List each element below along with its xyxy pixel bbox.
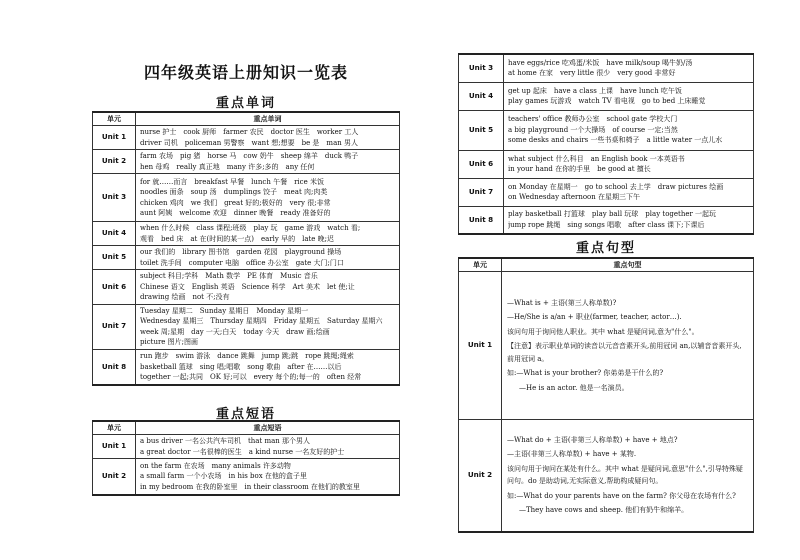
content-line: teachers' office 教师办公室 school gate 学校大门 — [508, 115, 678, 124]
unit-label: Unit 2 — [93, 150, 136, 174]
unit-content — [136, 304, 400, 349]
phrases-table-body — [93, 435, 400, 495]
content-line: aunt 阿姨 welcome 欢迎 dinner 晚餐 ready 准备好的 — [140, 209, 331, 217]
content-line: together 一起;共同 OK 好;可以 every 每个的;每一的 often 经常 — [140, 373, 362, 381]
content-line: drawing 绘画 not 不;没有 — [140, 293, 230, 301]
table-row — [93, 349, 400, 385]
unit-content — [136, 126, 400, 150]
content-line: get up 起床 have a class 上课 have lunch 吃午饭 — [508, 86, 682, 95]
content-line: a big playground 一个大操场 of course 一定;当然 — [508, 125, 678, 134]
content-line: our 我们的 library 图书馆 garden 花园 playground 操场 — [140, 248, 342, 256]
content-line: at home 在家 very little 很少 very good 非常好 — [508, 69, 676, 78]
content-line: on the farm 在农场 many animals 许多动物 — [140, 461, 291, 470]
phrases-heading: 重点短语 — [215, 407, 276, 422]
unit-content — [136, 459, 400, 495]
unit-content — [504, 54, 754, 82]
table-row — [459, 82, 754, 110]
content-line: Chinese 语文 English 英语 Science 科学 Art 美术 let 使;让 — [140, 282, 355, 291]
phrases-table-part2 — [458, 53, 754, 235]
unit-content — [136, 222, 400, 246]
unit-label: Unit 8 — [93, 349, 136, 385]
unit-label: Unit 2 — [93, 459, 136, 495]
table-row — [93, 270, 400, 305]
unit-content — [136, 150, 400, 174]
content-line: 该问句用于询问在某处有什么。其中 what 是疑问词,意思"什么",引导特殊疑问句。do 是助动词,无实际意义,帮助构成疑问句。 — [507, 464, 743, 486]
content-line: picture 图片;图画 — [140, 338, 199, 346]
content-line: Wednesday 星期三 Thursday 星期四 Friday 星期五 Saturday 星期六 — [140, 317, 383, 325]
content-line: run 跑步 swim 游泳 dance 跳舞 jump 跳;跳 rope 跳绳;绳索 — [140, 352, 354, 360]
unit-content — [136, 246, 400, 270]
sentences-table-body — [459, 272, 754, 532]
content-line: driver 司机 policeman 男警察 want 想;想要 be 是 man 男人 — [140, 138, 358, 147]
content-line: have eggs/rice 吃鸡蛋/米饭 have milk/soup 喝牛奶/汤 — [508, 58, 693, 67]
table-row — [93, 150, 400, 174]
unit-label: Unit 6 — [459, 150, 504, 178]
content-line: 该问句用于询问他人职业。其中 what 是疑问词,意为"什么"。 — [507, 327, 699, 336]
table-row — [459, 272, 754, 420]
table-row — [459, 178, 754, 206]
unit-content — [136, 174, 400, 222]
content-line: on Wednesday afternoon 在星期三下午 — [508, 193, 641, 201]
content-line: toilet 洗手间 computer 电脑 office 办公室 gate 大门;门口 — [140, 258, 344, 267]
unit-column-header: 单元 — [93, 421, 136, 435]
vocab-heading: 重点单词 — [215, 96, 276, 111]
content-line: a small farm 一个小农场 in his box 在他的盒子里 — [140, 472, 307, 480]
unit-label: Unit 7 — [93, 304, 136, 349]
content-line: —He is an actor. 他是一名演员。 — [519, 383, 629, 392]
unit-content — [136, 349, 400, 385]
phrases-table-body-continued — [459, 54, 754, 234]
table-row — [93, 246, 400, 270]
unit-column-header: 单元 — [459, 258, 502, 272]
table-row — [459, 54, 754, 82]
table-row — [459, 206, 754, 234]
unit-label: Unit 5 — [459, 110, 504, 150]
table-header-row — [459, 258, 754, 272]
document-title: 四年级英语上册知识一览表 — [143, 63, 348, 82]
content-line: 如:—What do your parents have on the farm? 你父母在农场有什么? — [507, 491, 736, 500]
content-line: what subject 什么科目 an English book 一本英语书 — [508, 154, 685, 163]
content-column-header: 重点单词 — [136, 112, 400, 126]
unit-label: Unit 3 — [459, 54, 504, 82]
unit-column-header: 单元 — [93, 112, 136, 126]
unit-label: Unit 4 — [459, 82, 504, 110]
phrases-table-part1 — [92, 420, 400, 496]
content-line: 观看 bed 床 at 在(时间的某一点) early 早的 late 晚;迟 — [140, 234, 335, 243]
content-line: chicken 鸡肉 we 我们 great 好的;极好的 very 很;非常 — [140, 198, 331, 207]
content-column-header: 重点句型 — [502, 258, 754, 272]
content-line: —What do + 主语(非第三人称单数) + have + 地点? — [507, 435, 678, 444]
table-row — [459, 110, 754, 150]
table-row — [459, 150, 754, 178]
unit-content — [504, 82, 754, 110]
content-line: hen 母鸡 really 真正地 many 许多;多的 any 任何 — [140, 162, 315, 171]
content-line: farm 农场 pig 猪 horse 马 cow 奶牛 sheep 绵羊 duck 鸭子 — [140, 152, 359, 160]
unit-content — [504, 110, 754, 150]
content-line: 【注意】表示职业单词的读音以元音音素开头,前用冠词 an,以辅音音素开头,前用冠词 a。 — [507, 342, 742, 363]
content-line: —They have cows and sheep. 他们有奶牛和绵羊。 — [519, 506, 689, 515]
unit-label: Unit 6 — [93, 270, 136, 305]
table-header-row — [93, 112, 400, 126]
content-line: a great doctor 一名很棒的医生 a kind nurse 一名友好的护士 — [140, 447, 345, 456]
table-header-row — [93, 421, 400, 435]
content-line: in my bedroom 在我的卧室里 in their classroom 在他们的教室里 — [140, 482, 360, 491]
content-line: Tuesday 星期二 Sunday 星期日 Monday 星期一 — [140, 306, 309, 315]
content-line: nurse 护士 cook 厨师 farmer 农民 doctor 医生 worker 工人 — [140, 128, 359, 136]
unit-content — [136, 270, 400, 305]
table-row — [459, 420, 754, 532]
content-line: in your hand 在你的手里 be good at 擅长 — [508, 165, 651, 173]
unit-label: Unit 2 — [459, 420, 502, 532]
content-line: on Monday 在星期一 go to school 去上学 draw pictures 绘画 — [508, 182, 724, 191]
unit-label: Unit 1 — [93, 126, 136, 150]
content-line: noodles 面条 soup 汤 dumplings 饺子 meat 肉;肉类 — [140, 188, 328, 196]
unit-content — [504, 178, 754, 206]
table-row — [93, 126, 400, 150]
content-line: —What is + 主语(第三人称单数)? — [507, 298, 617, 307]
table-row — [93, 222, 400, 246]
unit-label: Unit 5 — [93, 246, 136, 270]
content-line: basketball 篮球 sing 唱;唱歌 song 歌曲 after 在……以后 — [140, 362, 342, 371]
content-line: week 周;星期 day 一天;白天 today 今天 draw 画;绘画 — [140, 327, 330, 336]
sentences-heading: 重点句型 — [575, 241, 636, 256]
sentences-table — [458, 257, 754, 533]
vocab-table-body — [93, 126, 400, 386]
unit-label: Unit 8 — [459, 206, 504, 234]
table-row — [93, 435, 400, 459]
unit-content — [502, 420, 754, 532]
unit-content — [504, 150, 754, 178]
content-line: 如:—What is your brother? 你弟弟是干什么的? — [507, 369, 664, 378]
content-column-header: 重点短语 — [136, 421, 400, 435]
content-line: subject 科目;学科 Math 数学 PE 体育 Music 音乐 — [140, 272, 318, 280]
unit-label: Unit 1 — [93, 435, 136, 459]
content-line: some desks and chairs 一些书桌和椅子 a little water 一点儿水 — [508, 136, 723, 145]
unit-label: Unit 4 — [93, 222, 136, 246]
table-row — [93, 459, 400, 495]
unit-content — [136, 435, 400, 459]
unit-content — [504, 206, 754, 234]
unit-label: Unit 3 — [93, 174, 136, 222]
content-line: for 就……而言 breakfast 早餐 lunch 午餐 rice 米饭 — [140, 177, 324, 186]
content-line: play basketball 打篮球 play ball 玩球 play together 一起玩 — [508, 210, 717, 219]
content-line: jump rope 跳绳 sing songs 唱歌 after class 课下;下课后 — [508, 220, 705, 229]
content-line: —He/She is a/an + 职业(farmer, teacher, actor…). — [507, 313, 682, 322]
unit-content — [502, 272, 754, 420]
content-line: when 什么时候 class 课程;班级 play 玩 game 游戏 watch 看; — [140, 224, 361, 232]
content-line: a bus driver 一名公共汽车司机 that man 那个男人 — [140, 437, 311, 445]
unit-label: Unit 7 — [459, 178, 504, 206]
table-row — [93, 304, 400, 349]
unit-label: Unit 1 — [459, 272, 502, 420]
table-row — [93, 174, 400, 222]
content-line: play games 玩游戏 watch TV 看电视 go to bed 上床睡觉 — [508, 97, 706, 105]
vocab-table — [92, 111, 400, 386]
content-line: —主语(非第三人称单数) + have + 某物. — [507, 450, 637, 459]
